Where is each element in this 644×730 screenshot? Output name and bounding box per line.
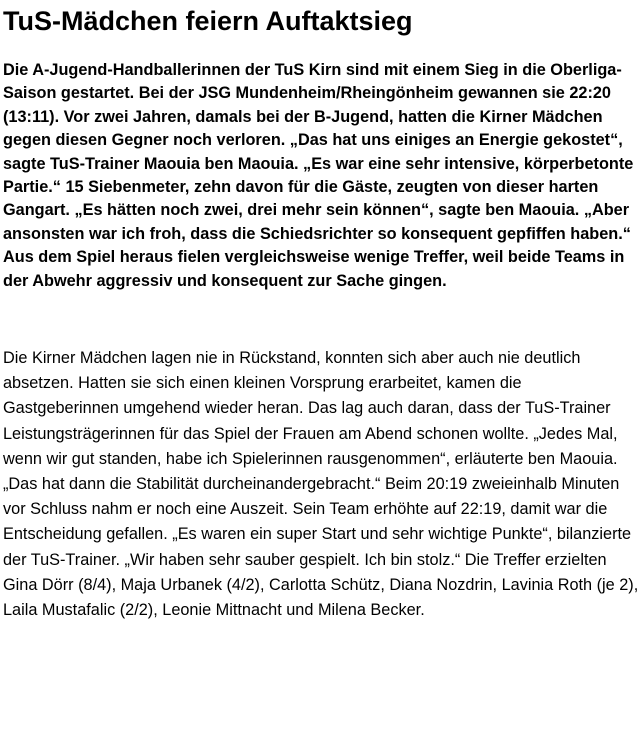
article-lead-paragraph: Die A-Jugend-Handballerinnen der TuS Kirn sind mit einem Sieg in die Oberliga-Saison gestartet. Bei der JSG Mundenheim/Rheingönheim gewannen sie 22:20 (13:11). Vor zwei Jahren, damals bei der B-Jugend, hatten die Kirner Mädchen gegen diesen Gegner noch verloren. „Das hat uns einiges an Energie gekostet“, sagte TuS-Trainer Maouia ben Maouia. „Es war eine sehr intensive, körperbetonte Partie.“ 15 Siebenmeter, zehn davon für die Gäste, zeugten von dieser harten Gangart. „Es hätten noch zwei, drei mehr sein können“, sagte ben Maouia. „Aber ansonsten war ich froh, dass die Schiedsrichter so konsequent gepfiffen haben.“ Aus dem Spiel heraus fielen vergleichsweise wenige Treffer, weil beide Teams in der Abwehr aggressiv und konsequent zur Sache gingen. bbox=[3, 61, 634, 290]
article-body-paragraph: Die Kirner Mädchen lagen nie in Rückstand, konnten sich aber auch nie deutlich absetzen. Hatten sie sich einen kleinen Vorsprung erarbeitet, kamen die Gastgeberinnen umgehend wieder heran. Das lag auch daran, dass der TuS-Trainer Leistungsträgerinnen für das Spiel der Frauen am Abend schonen wollte. „Jedes Mal, wenn wir gut standen, habe ich Spielerinnen rausgenommen“, erläuterte ben Maouia. „Das hat dann die Stabilität durcheinandergebracht.“ Beim 20:19 zweieinhalb Minuten vor Schluss nahm er noch eine Auszeit. Sein Team erhöhte auf 22:19, damit war die Entscheidung gefallen. „Es waren ein super Start und sehr wichtige Punkte“, bilanzierte der TuS-Trainer. „Wir haben sehr sauber gespielt. Ich bin stolz.“ Die Treffer erzielten Gina Dörr (8/4), Maja Urbanek (4/2), Carlotta Schütz, Diana Nozdrin, Lavinia Roth (je 2), Laila Mustafalic (2/2), Leonie Mittnacht und Milena Becker. bbox=[3, 349, 639, 620]
article bbox=[3, 0, 639, 623]
article-headline: TuS-Mädchen feiern Auftaktsieg bbox=[3, 6, 413, 36]
